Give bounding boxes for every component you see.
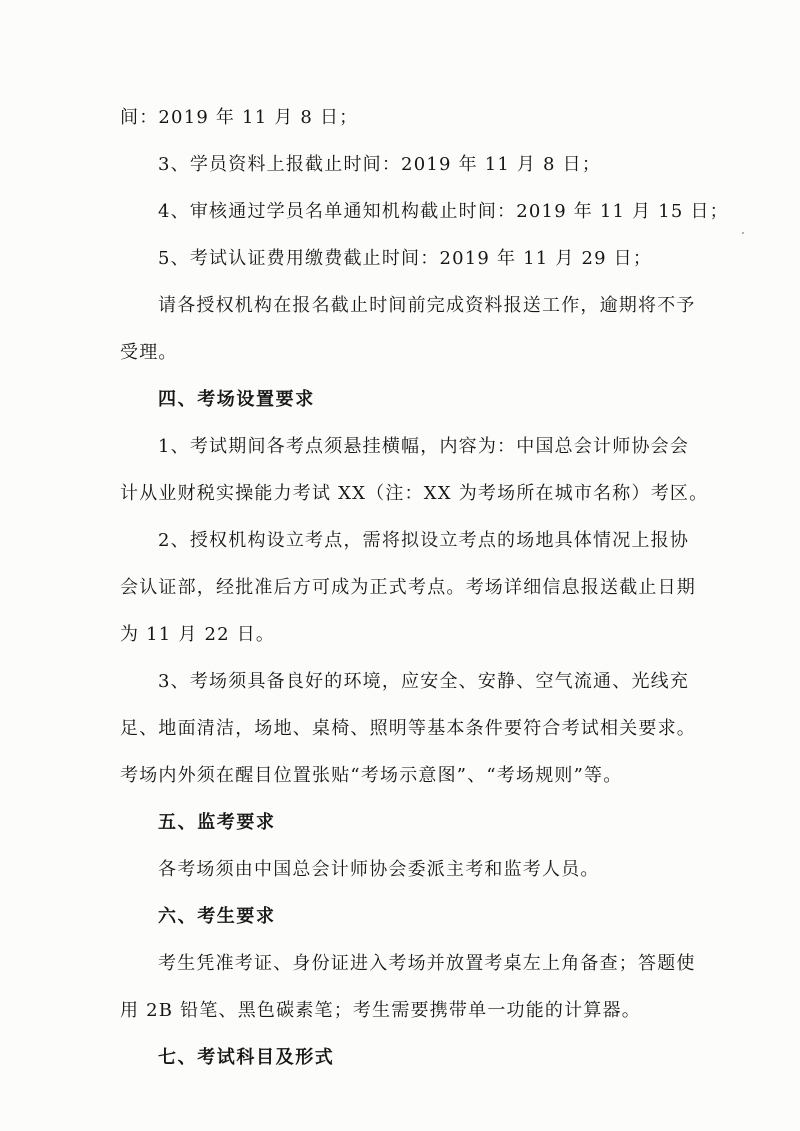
section-heading: 四、考场设置要求 xyxy=(158,389,315,410)
paragraph-line: 为 11 月 22 日。 xyxy=(120,624,276,645)
paragraph-line: 用 2B 铅笔、黑色碳素笔；考生需要携带单一功能的计算器。 xyxy=(120,1000,641,1021)
scan-speck xyxy=(742,232,744,234)
section-heading: 五、监考要求 xyxy=(158,812,276,833)
paragraph-line: 考生凭准考证、身份证进入考场并放置考桌左上角备查；答题使 xyxy=(158,953,696,974)
paragraph-line: 3、考场须具备良好的环境，应安全、安静、空气流通、光线充 xyxy=(158,671,690,692)
paragraph-line: 计从业财税实操能力考试 XX（注：XX 为考场所在城市名称）考区。 xyxy=(120,483,709,504)
paragraph-line: 请各授权机构在报名截止时间前完成资料报送工作，逾期将不予 xyxy=(158,295,696,316)
paragraph-line: 5、考试认证费用缴费截止时间：2019 年 11 月 29 日； xyxy=(158,248,653,269)
paragraph-line: 考场内外须在醒目位置张贴“考场示意图”、“考场规则”等。 xyxy=(120,765,623,786)
paragraph-line: 1、考试期间各考点须悬挂横幅，内容为：中国总会计师协会会 xyxy=(158,436,690,457)
paragraph-line: 3、学员资料上报截止时间：2019 年 11 月 8 日； xyxy=(158,154,602,175)
paragraph-line: 间：2019 年 11 月 8 日； xyxy=(120,107,359,128)
paragraph-line: 会认证部，经批准后方可成为正式考点。考场详细信息报送截止日期 xyxy=(120,577,696,598)
section-heading: 七、考试科目及形式 xyxy=(158,1047,335,1068)
section-heading: 六、考生要求 xyxy=(158,906,276,927)
paragraph-line: 2、授权机构设立考点，需将拟设立考点的场地具体情况上报协 xyxy=(158,530,690,551)
paragraph-line: 足、地面清洁，场地、桌椅、照明等基本条件要符合考试相关要求。 xyxy=(120,718,696,739)
paragraph-line: 4、审核通过学员名单通知机构截止时间：2019 年 11 月 15 日； xyxy=(158,201,729,222)
paragraph-line: 各考场须由中国总会计师协会委派主考和监考人员。 xyxy=(158,859,600,880)
paragraph-line: 受理。 xyxy=(120,342,178,363)
